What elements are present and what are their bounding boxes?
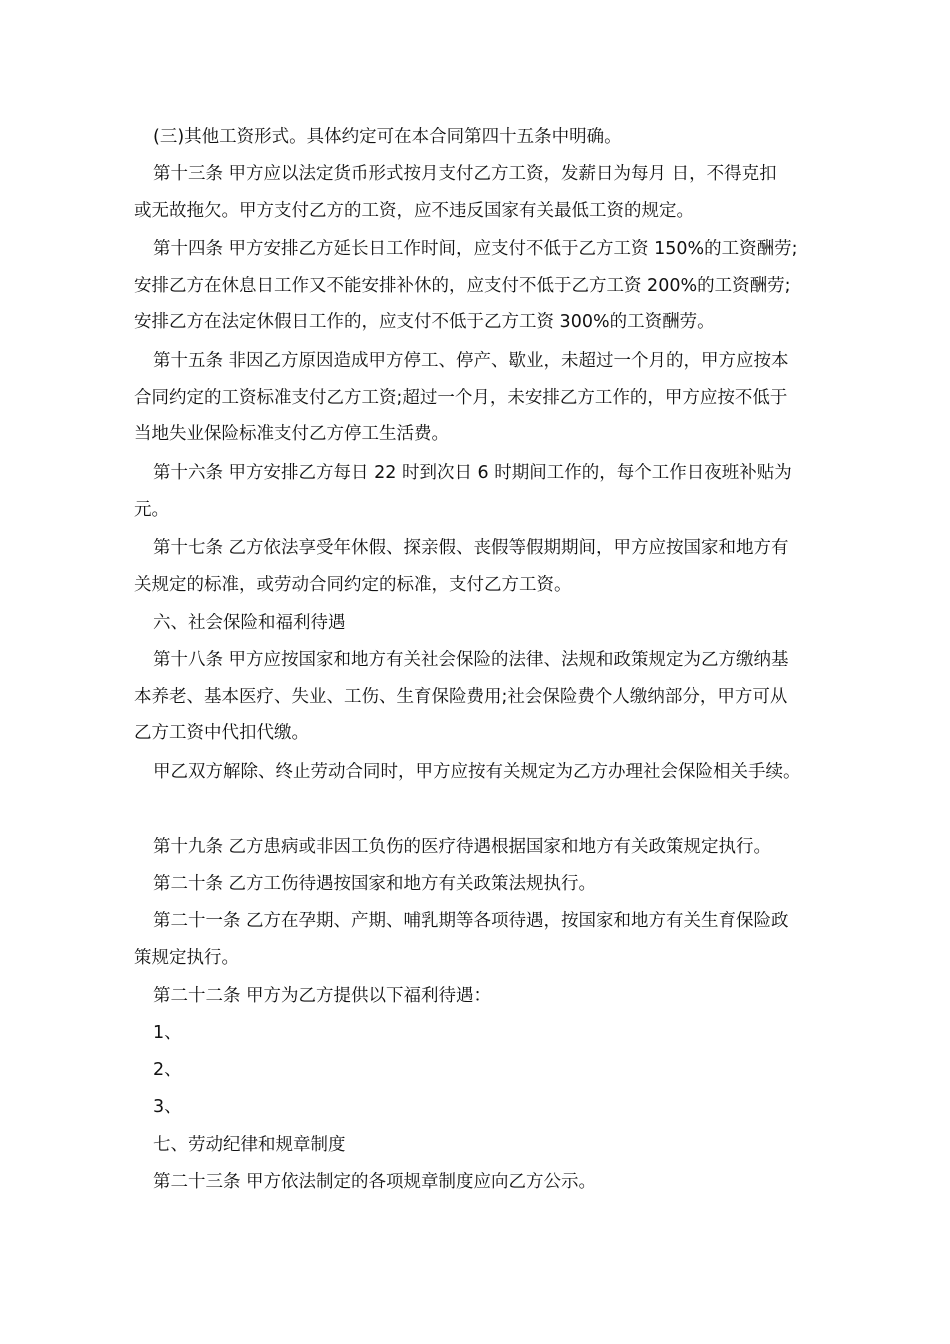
paragraph-article-17 xyxy=(115,530,850,603)
text-line: 1、 xyxy=(153,1023,182,1043)
text-line: (三)其他工资形式。具体约定可在本合同第四十五条中明确。 xyxy=(153,127,622,147)
paragraph-termination-insurance xyxy=(115,754,850,791)
text-line: 2、 xyxy=(153,1060,182,1080)
paragraph-article-20 xyxy=(115,866,850,903)
text-line: 当地失业保险标准支付乙方停工生活费。 xyxy=(134,424,449,444)
text-line: 策规定执行。 xyxy=(134,947,239,968)
text-line: 本养老、基本医疗、失业、工伤、生育保险费用;社会保险费个人缴纳部分，甲方可从 xyxy=(134,686,788,707)
text-line: 六、社会保险和福利待遇 xyxy=(153,613,346,633)
text-line: 甲乙双方解除、终止劳动合同时，甲方应按有关规定为乙方办理社会保险相关手续。 xyxy=(153,762,801,782)
text-line: 元。 xyxy=(134,499,169,520)
paragraph-article-22 xyxy=(115,978,850,1015)
text-line: 安排乙方在法定休假日工作的，应支付不低于乙方工资 300%的工资酬劳。 xyxy=(134,312,715,332)
paragraph-other-wage-forms xyxy=(115,119,850,156)
text-line: 安排乙方在休息日工作又不能安排补休的，应支付不低于乙方工资 200%的工资酬劳; xyxy=(134,275,791,296)
text-line: 或无故拖欠。甲方支付乙方的工资，应不违反国家有关最低工资的规定。 xyxy=(134,200,694,221)
paragraph-article-23 xyxy=(115,1164,850,1201)
text-line: 第二十二条 甲方为乙方提供以下福利待遇： xyxy=(153,986,492,1006)
text-line: 第十四条 甲方安排乙方延长日工作时间，应支付不低于乙方工资 150%的工资酬劳; xyxy=(153,239,798,259)
section-heading-social-insurance xyxy=(115,605,850,642)
text-line: 第十三条 甲方应以法定货币形式按月支付乙方工资，发薪日为每月 日，不得克扣 xyxy=(153,164,777,184)
paragraph-article-15 xyxy=(115,343,850,453)
text-line: 乙方工资中代扣代缴。 xyxy=(134,723,309,743)
text-line: 第二十三条 甲方依法制定的各项规章制度应向乙方公示。 xyxy=(153,1172,597,1192)
text-line: 第二十条 乙方工伤待遇按国家和地方有关政策法规执行。 xyxy=(153,874,597,894)
section-heading-labor-discipline xyxy=(115,1127,850,1164)
text-line: 第十六条 甲方安排乙方每日 22 时到次日 6 时期间工作的，每个工作日夜班补贴为 xyxy=(153,463,792,483)
text-line: 第十五条 非因乙方原因造成甲方停工、停产、歇业，未超过一个月的，甲方应按本 xyxy=(153,351,789,371)
paragraph-article-21 xyxy=(115,903,850,976)
list-item-3 xyxy=(115,1089,850,1126)
text-line: 第十八条 甲方应按国家和地方有关社会保险的法律、法规和政策规定为乙方缴纳基 xyxy=(153,650,789,670)
paragraph-article-19 xyxy=(115,829,850,866)
text-line: 3、 xyxy=(153,1097,182,1117)
text-line: 第十七条 乙方依法享受年休假、探亲假、丧假等假期期间，甲方应按国家和地方有 xyxy=(153,538,789,558)
paragraph-article-16 xyxy=(115,455,850,528)
list-item-1 xyxy=(115,1015,850,1052)
list-item-2 xyxy=(115,1052,850,1089)
text-line: 合同约定的工资标准支付乙方工资;超过一个月，未安排乙方工作的，甲方应按不低于 xyxy=(134,387,788,408)
text-line: 关规定的标准，或劳动合同约定的标准，支付乙方工资。 xyxy=(134,574,572,595)
text-line: 第十九条 乙方患病或非因工负伤的医疗待遇根据国家和地方有关政策规定执行。 xyxy=(153,837,772,857)
text-line: 第二十一条 乙方在孕期、产期、哺乳期等各项待遇，按国家和地方有关生育保险政 xyxy=(153,911,789,931)
text-line: 七、劳动纪律和规章制度 xyxy=(153,1135,346,1155)
paragraph-article-18 xyxy=(115,642,850,752)
paragraph-article-13 xyxy=(115,156,850,229)
paragraph-article-14 xyxy=(115,231,850,341)
